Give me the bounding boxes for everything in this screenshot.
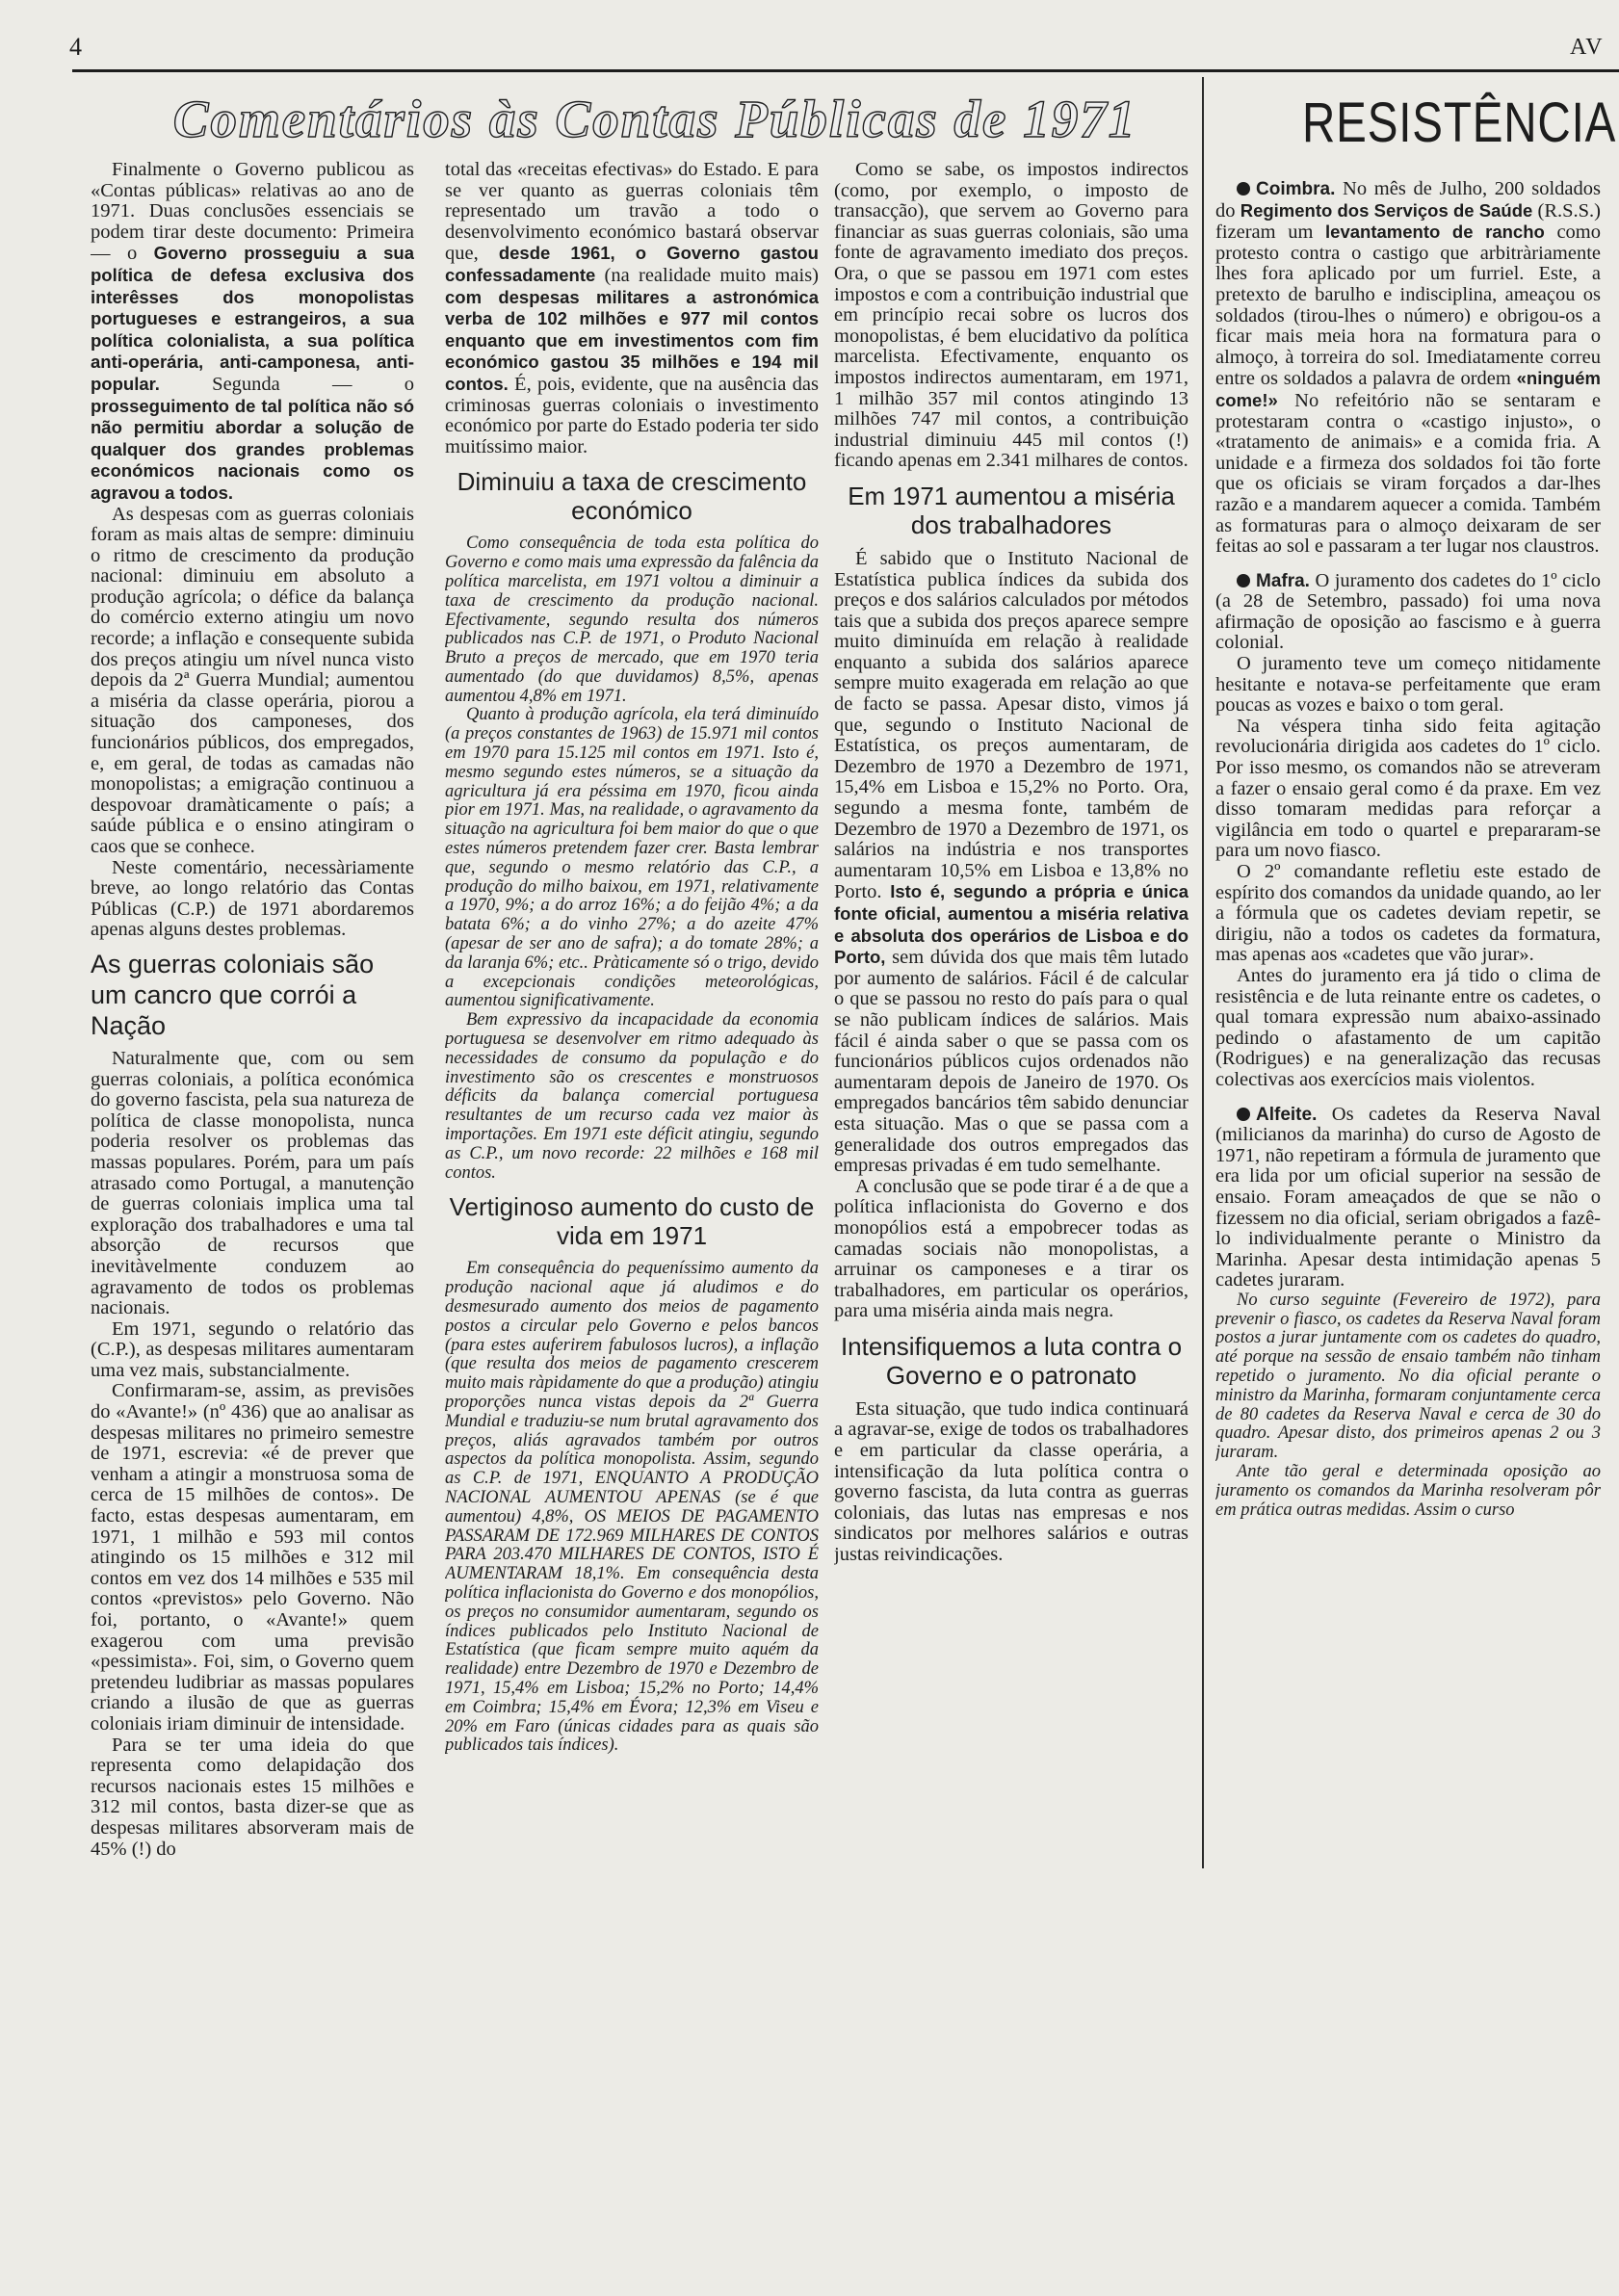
italic-paragraph: Como consequência de toda esta política do Governo e como mais uma expressão da falência da política marcelista, em 1971 voltou a diminuir a taxa de crescimento da produção nacional. Efectivamente, segundo resulta dos números publicados nas C.P. de 1971, o Produto Nacional Bruto a preços de mercado, que em 1970 teria aumentado (do que duvidamos) 8,5%, apenas aumentou 4,8% em 1971.: [445, 534, 819, 706]
place-name: Mafra.: [1256, 570, 1310, 591]
masthead-fragment: AV: [1570, 35, 1605, 60]
paragraph: O juramento teve um começo nitidamente hesitante e notava-se perfeitamente que eram poucas as vozes e baixo o tom geral.: [1215, 653, 1601, 717]
subheading: As guerras coloniais são um cancro que corrói a Nação: [91, 949, 375, 1040]
bold-run: Regimento dos Serviços de Saúde: [1240, 199, 1533, 221]
paragraph: Como se sabe, os impostos indirectos (como, por exemplo, o imposto de transacção), que servem ao Governo para financiar as suas guerras coloniais, são uma fonte de agravamento imediato dos preços. Ora, o que se passou em 1971 com estes impostos e com a contribuição industrial que em princípio recai sobre os lucros dos monopolistas, é bem elucidativo da política marcelista. Efectivamente, enquanto os impostos indirectos aumentaram, em 1971, 1 milhão 357 mil contos atingindo 13 milhões 747 mil contos, a contribuição industrial diminuiu 445 mil contos (!) ficando apenas em 2.341 milhares de contos.: [834, 160, 1188, 472]
article-column-2: [445, 160, 819, 1874]
paragraph: Neste comentário, necessàriamente breve, ao longo relatório das Contas Públicas (C.P.) de 1971 abordaremos apenas alguns destes problemas.: [91, 856, 414, 941]
bullet-icon: [1237, 1108, 1250, 1121]
paragraph: Finalmente o Governo publicou as «Contas públicas» relativas ao ano de 1971. Duas conclusões essenciais se podem tirar deste documento: Primeira — o Governo prosseguiu a sua política de defesa exclusiva dos interêsses dos monopolistas portugueses e estrangeiros, a sua política colonialista, a sua política anti-operária, anti-camponesa, anti-popular. Segunda — o prosseguimento de tal política não só não permitiu abordar a solução de qualquer dos grandes problemas económicos nacionais como os agravou a todos.: [91, 160, 414, 503]
paragraph: As despesas com as guerras coloniais foram as mais altas de sempre: diminuiu o ritmo de crescimento da produção nacional: diminuiu em absoluto a produção agrícola; o défice da balança do comércio externo atingiu um novo recorde; a inflação e consequente subida dos preços atingiu um nível nunca visto depois da 2ª Guerra Mundial; aumentou a miséria da classe operária, piorou a situação dos camponeses, dos funcionários públicos, dos empregados, e, em geral, de todas as camadas não monopolistas; a emigração continuou a despovoar dramàticamente o país; a saúde pública e o ensino atingiram o caos que se conhece.: [91, 503, 414, 857]
bold-run: levantamento de rancho: [1325, 222, 1545, 243]
bullet-icon: [1237, 574, 1250, 587]
bold-run: desde 1961, o Governo gastou confessadamente: [445, 243, 819, 285]
italic-paragraph: Em consequência do pequeníssimo aumento da produção nacional aque já aludimos e do desmesurado aumento dos meios de pagamento postos a circular pelo Governo e pelos bancos (para estes auferirem fabulosos lucros), a inflação (que resulta dos meios de pagamento crescerem muito mais ràpidamente do que a produção) atingiu proporções nunca vistas depois da 2ª Guerra Mundial e traduziu-se num brutal agravamento dos preços, aliás agravados também por outros aspectos da política monopolista. Assim, segundo as C.P. de 1971, ENQUANTO A PRODUÇÃO NACIONAL AUMENTOU APENAS (se é que aumentou) 4,8%, OS MEIOS DE PAGAMENTO PASSARAM DE 172.969 MILHARES DE CONTOS PARA 203.470 MILHARES DE CONTOS, ISTO É AUMENTARAM 18,1%. Em consequência desta política inflacionista do Governo e dos monopólios, os preços no consumidor aumentaram, segundo os índices publicados pelo Instituto Nacional de Estatística (que ficam sempre muito aquém da realidade) entre Dezembro de 1970 e Dezembro de 1971, 15,4% em Lisboa; 15,2% no Porto; 14,4% em Coimbra; 15,4% em Évora; 12,3% em Viseu e 20% em Faro (únicas cidades para as quais são publicados tais índices).: [445, 1259, 819, 1756]
article-column-3: [834, 160, 1188, 1874]
italic-paragraph: Quanto à produção agrícola, ela terá diminuído (a preços constantes de 1963) de 15.971 mil contos em 1970 para 15.125 mil contos em 1971. Isto é, mesmo segundo estes números, se a situação da agricultura já era péssima em 1970, ficou ainda pior em 1971. Mas, na realidade, o agravamento da situação na agricultura foi bem maior do que o que estes números pretendem fazer crer. Basta lembrar que, segundo o mesmo relatório das C.P., a produção do milho baixou, em 1971, relativamente a 1970, 9%; a do arroz 16%; a do feijão 4%; a da batata 6%; a do vinho 27%; a do azeite 47% (apesar de ser ano de safra); a do tomate 28%; a da laranja 6%; etc.. Pràticamente só o trigo, devido a excepcionais condições meteorológicas, aumentou significativamente.: [445, 705, 819, 1011]
paragraph: Naturalmente que, com ou sem guerras coloniais, a política económica do governo fascista, pela sua natureza de política de classe monopolista, nunca poderia resolver os problemas das massas populares. Porém, para um país atrasado como Portugal, a manutenção de guerras coloniais implica uma tal exploração dos trabalhadores e uma tal absorção de recursos que inevitàvelmente conduzem ao agravamento de todos os problemas nacionais.: [91, 1047, 414, 1319]
paragraph: Para se ter uma ideia do que representa como delapidação dos recursos nacionais estes 15 milhões e 312 mil contos, basta dizer-se que as despesas militares absorveram mais de 45% (!) do: [91, 1734, 414, 1860]
paragraph: total das «receitas efectivas» do Estado. E para se ver quanto as guerras coloniais têm representado um travão a todo o desenvolvimento económico bastará observar que, desde 1961, o Governo gastou confessadamente (na realidade muito mais) com despesas militares a astronómica verba de 102 milhões e 977 mil contos enquanto que em investimentos com fim económico gastou 35 milhões e 194 mil contos. É, pois, evidente, que na ausência das criminosas guerras coloniais o investimento económico por parte do Estado poderia ter sido muitíssimo maior.: [445, 160, 819, 457]
bullet-icon: [1237, 182, 1250, 196]
bold-run: Isto é, segundo a própria e única fonte oficial, aumentou a miséria relativa e absoluta dos operários de Lisboa e do Porto,: [834, 881, 1188, 968]
paragraph: É sabido que o Instituto Nacional de Estatística publica índices da subida dos preços e dos salários calculados por métodos tais que a subida dos preços aparece sempre muito diminuída em relação à realidade enquanto a subida dos salários aparece sempre muito exagerada em relação ao que de facto se passa. Apesar disto, vimos já que, segundo o Instituto Nacional de Estatística, os preços aumentaram, de Dezembro de 1970 a Dezembro de 1971, 15,4% em Lisboa e 15,2% no Porto. Ora, segundo a mesma fonte, também de Dezembro de 1970 a Dezembro de 1971, os salários na indústria e nos transportes aumentaram 10,5% em Lisboa e 13,8% no Porto. Isto é, segundo a própria e única fonte oficial, aumentou a miséria relativa e absoluta dos operários de Lisboa e do Porto, sem dúvida dos que mais têm lutado por aumento de salários. Fácil é de calcular o que se passou no resto do país para o qual se não publicam índices de salários. Mais fácil é ainda saber o que se passa com os funcionários públicos cujos ordenados não aumentaram depois de Janeiro de 1970. Os empregados bancários têm sabido denunciar esta situação. Mas o que se passa com a generalidade dos outros empregados das empresas privadas é em tudo semelhante.: [834, 547, 1188, 1177]
news-item-coimbra: Coimbra. No mês de Julho, 200 soldados do Regimento dos Serviços de Saúde (R.S.S.) fizeram um levantamento de rancho como protesto contra o castigo que arbitràriamente lhes fora aplicado por um furriel. Este, a pretexto de barulho e indisciplina, ameaçou os soldados (tirou-lhes o número) e obrigou-os a ficar mais meia hora na formatura para o almoço, à torreira do sol. Imediatamente correu entre os soldados a palavra de ordem «ninguém come!» No refeitório não se sentaram e protestaram contra o «castigo injusto», o «tratamento de animais» e a comida fria. A unidade e a firmeza dos soldados foi tão forte que os oficiais se viram forçados a dar-lhes razão e a mandarem aquecer a comida. Também as formaturas para o almoço deixaram de ser feitas ao sol e passaram a ter lugar nos claustros.: [1215, 179, 1601, 558]
paragraph: A conclusão que se pode tirar é a de que a política inflacionista do Governo e dos monopólios está a empobrecer todas as camadas sociais não monopolistas, a arruinar os camponeses e a tirar os trabalhadores, em particular os operários, para uma miséria ainda mais negra.: [834, 1175, 1188, 1322]
news-item-alfeite: Alfeite. Os cadetes da Reserva Naval (milicianos da marinha) do curso de Agosto de 1971, não repetiram a fórmula de juramento que era lida por um oficial superior na sessão de ensaio. Foram ameaçados de que se não o fizessem no dia oficial, seriam obrigados a fazê-lo individualmente perante o Ministro da Marinha. Apesar desta intimidação apenas 5 cadetes juraram.: [1215, 1103, 1601, 1292]
paragraph: Esta situação, que tudo indica continuará a agravar-se, exige de todos os trabalhadores e em particular da classe operária, a intensificação da luta política contra o governo fascista, da luta contra as guerras coloniais, das lutas nas empresas e nos sindicatos por melhores salários e outras justas reivindicações.: [834, 1397, 1188, 1566]
news-item-mafra: Mafra. O juramento dos cadetes do 1º ciclo (a 28 de Setembro, passado) foi uma nova afirmação de oposição ao fascismo e à guerra colonial.: [1215, 569, 1601, 654]
article-headline: Comentários às Contas Públicas de 1971: [172, 90, 1137, 148]
top-rule: [72, 69, 1619, 72]
bold-run: Governo prosseguiu a sua política de defesa exclusiva dos interêsses dos monopolistas portugueses e estrangeiros, a sua política colonialista, a sua política anti-operária, anti-camponesa, anti-popular.: [91, 243, 414, 394]
italic-paragraph: Ante tão geral e determinada oposição ao juramento os comandos da Marinha resolveram pôr em prática outras medidas. Assim o curso: [1215, 1462, 1601, 1520]
article-column-1: [91, 160, 414, 1874]
bold-run: com despesas militares a astronómica verba de 102 milhões e 977 mil contos enquanto que em investimentos com fim económico gastou 35 milhões e 194 mil contos.: [445, 286, 819, 394]
subheading: Intensifiquemos a luta contra o Governo e o patronato: [840, 1331, 1183, 1390]
sidebar-title: RESISTÊNCIA: [1302, 91, 1617, 154]
bold-run: prosseguimento de tal política não só não permitiu abordar a solução de qualquer dos grandes problemas económicos nacionais como os agravou a todos.: [91, 395, 414, 503]
paragraph: Antes do juramento era já tido o clima de resistência e de luta reinante entre os cadetes, o qual tomara expressão num abaixo-assinado pedindo o afastamento de um capitão (Rodrigues) e na generalização das recusas colectivas aos exercícios mais violentos.: [1215, 964, 1601, 1090]
resistencia-column: [1215, 179, 1601, 1913]
bold-run: «ninguém come!»: [1215, 368, 1601, 410]
paragraph: O 2º comandante refletiu este estado de espírito dos comandos da unidade quando, ao ler a fórmula que os cadetes deviam repetir, se dirigiu, não a todos os cadetes da formatura, mas apenas aos «cadetes que vão jurar».: [1215, 861, 1601, 966]
subheading: Diminuiu a taxa de crescimento económico: [457, 467, 807, 526]
paragraph: Na véspera tinha sido feita agitação revolucionária dirigida aos cadetes do 1º ciclo. Por isso mesmo, os comandos não se atreveram a fazer o ensaio geral como é da praxe. Em vez disso tomaram medidas para reforçar a vigilância em todo o quartel e prepararam-se para um novo fiasco.: [1215, 715, 1601, 862]
italic-paragraph: Bem expressivo da incapacidade da economia portuguesa se desenvolver em ritmo adequado às necessidades de consumo da população e do investimento são os crescentes e monstruosos déficits da balança comercial portuguesa resultantes de um recurso cada vez maior às importações. Em 1971 este déficit atingiu, segundo as C.P., um novo recorde: 22 milhões e 168 mil contos.: [445, 1010, 819, 1183]
italic-paragraph: No curso seguinte (Fevereiro de 1972), para prevenir o fiasco, os cadetes da Reserva Naval foram postos a jurar juntamente com os cadetes do quadro, até porque na sessão de ensaio também não tinham repetido o juramento. No dia oficial perante o ministro da Marinha, formaram conjuntamente cerca de 80 cadetes da Reserva Naval e cerca de 30 do quadro. Apesar disto, dos primeiros apenas 2 ou 3 juraram.: [1215, 1290, 1601, 1463]
paragraph: Confirmaram-se, assim, as previsões do «Avante!» (nº 436) que ao analisar as despesas militares no primeiro semestre de 1971, escrevia: «é de prever que venham a atingir a monstruosa soma de cerca de 15 milhões de contos». De facto, estas despesas aumentaram, em 1971, 1 milhão e 593 mil contos atingindo os 15 milhões e 312 mil contos em vez dos 14 milhões e 535 mil contos «previstos» pelo Governo. Não foi, portanto, o «Avante!» quem exagerou com uma previsão «pessimista». Foi, sim, o Governo quem pretendeu ludibriar as massas populares criando a ilusão de que as guerras coloniais iriam diminuir de intensidade.: [91, 1380, 414, 1735]
subheading: Em 1971 aumentou a miséria dos trabalhadores: [848, 481, 1175, 539]
subheading: Vertiginoso aumento do custo de vida em 1971: [449, 1192, 815, 1251]
place-name: Coimbra.: [1256, 179, 1336, 199]
place-name: Alfeite.: [1256, 1104, 1318, 1125]
paragraph: Em 1971, segundo o relatório das (C.P.), as despesas militares aumentaram uma vez mais, substancialmente.: [91, 1318, 414, 1381]
column-divider: [1202, 77, 1204, 1868]
page-number: 4: [69, 33, 82, 61]
